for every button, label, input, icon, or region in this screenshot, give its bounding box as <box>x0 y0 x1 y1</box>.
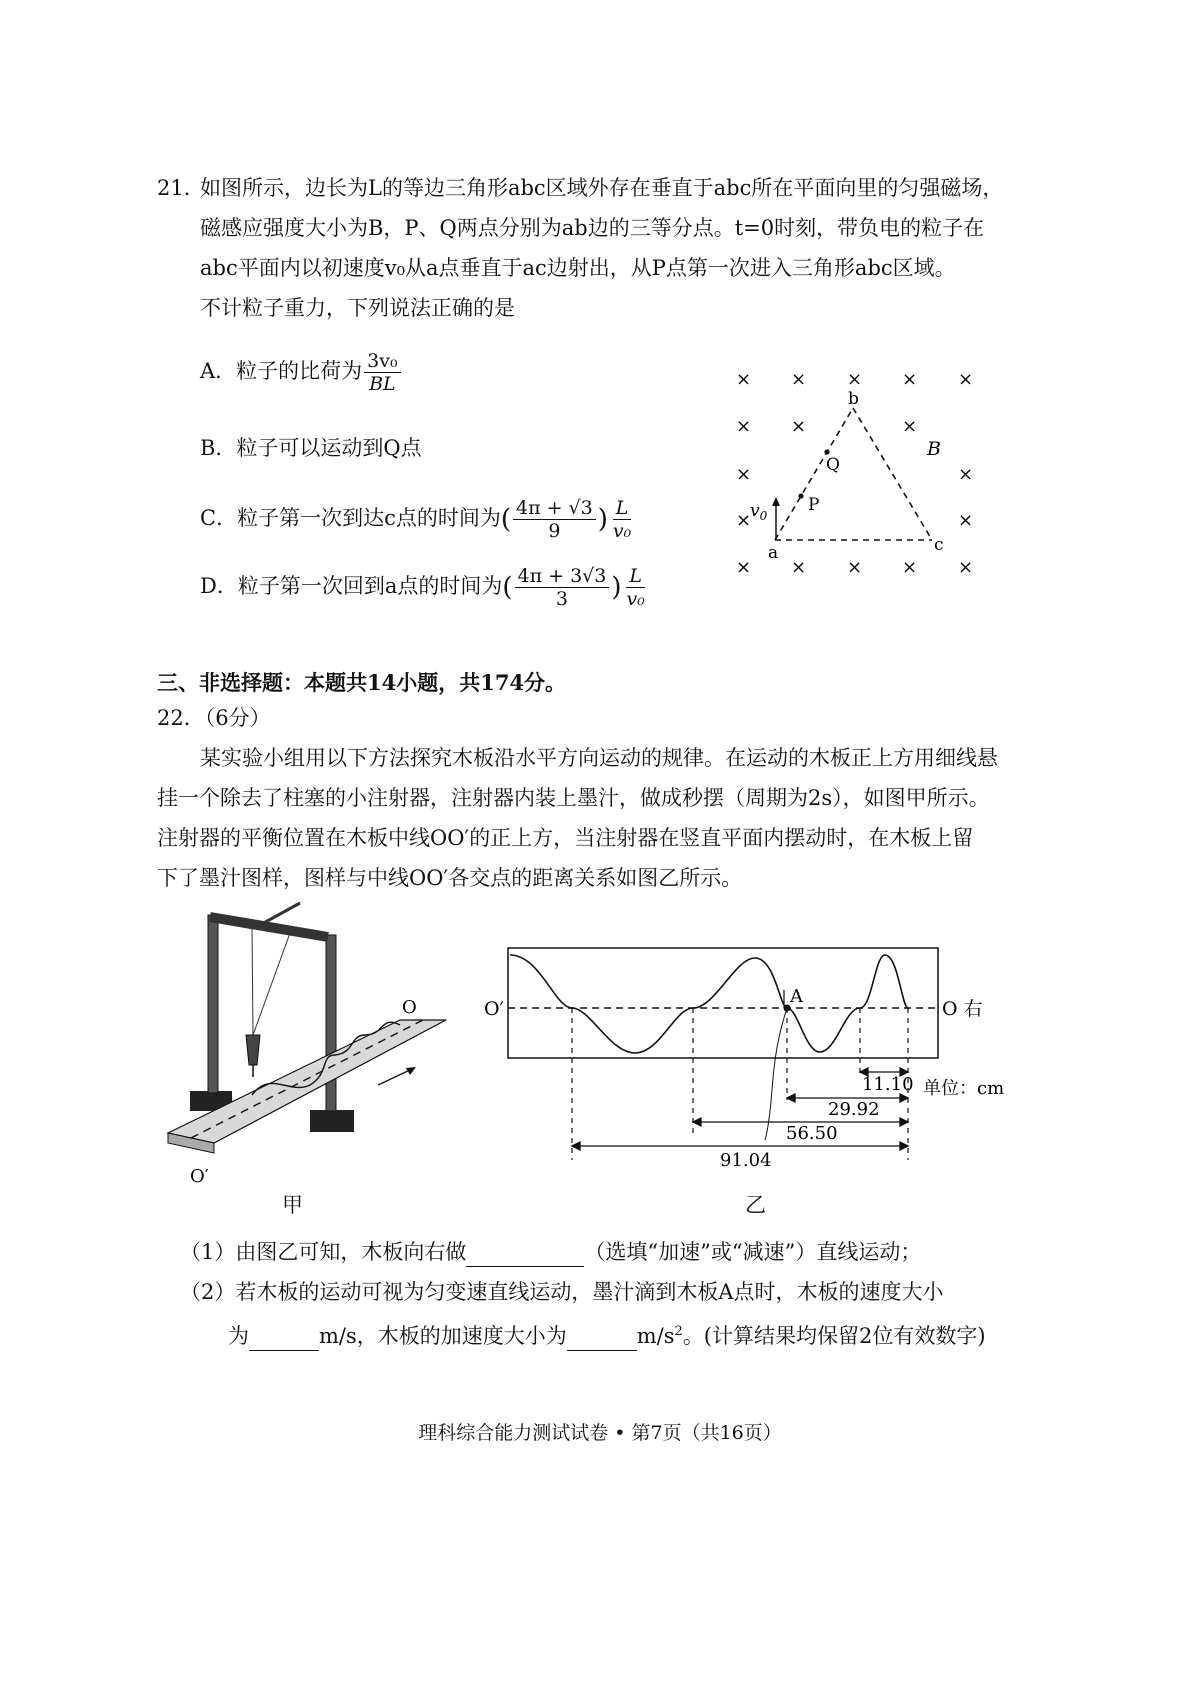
q21-number: 21． <box>157 176 205 200</box>
section-3-title: 三、非选择题：本题共14小题，共174分。 <box>157 670 567 695</box>
sub2-suffix: 。(计算结果均保留2位有效数字) <box>682 1324 986 1348</box>
label-v0: $v_0$ <box>750 501 768 523</box>
option-d-outer-num: L <box>626 565 645 588</box>
label-p: P <box>808 495 820 515</box>
q22-sub2-line1: （2）若木板的运动可视为匀变速直线运动，墨汁滴到木板A点时，木板的速度大小 <box>180 1280 944 1304</box>
label-b-field: B <box>927 438 941 460</box>
sub2-prefix: 为 <box>228 1324 249 1348</box>
option-c-inner-den: 9 <box>548 520 561 542</box>
option-c-outer-num: L <box>613 497 632 520</box>
option-d-prefix: D．粒子第一次回到a点的时间为 <box>200 574 503 598</box>
sub2-sup: 2 <box>674 1324 683 1339</box>
answer-blank-1[interactable] <box>466 1242 584 1267</box>
sub1-suffix: （选填“加速”或“减速”）直线运动； <box>584 1240 922 1264</box>
option-d-outer-den: v₀ <box>626 588 645 610</box>
answer-blank-acceleration[interactable] <box>567 1326 637 1351</box>
annotation-stroke <box>765 1008 787 1140</box>
q22-paragraph-line4: 下了墨汁图样，图样与中线OO′各交点的距离关系如图乙所示。 <box>157 866 743 890</box>
field-cross: × <box>736 510 752 531</box>
field-cross: × <box>847 557 863 578</box>
option-c-prefix: C．粒子第一次到达c点的时间为 <box>200 506 501 530</box>
frame-post-right <box>326 935 336 1111</box>
velocity-arrowhead <box>772 497 780 506</box>
field-cross: × <box>791 369 807 390</box>
q22-paragraph-line2: 挂一个除去了柱塞的小注射器，注射器内装上墨汁，做成秒摆（周期为2s），如图甲所示。 <box>157 786 990 810</box>
label-b: b <box>848 389 859 409</box>
field-cross: × <box>902 369 918 390</box>
q21-option-c: C．粒子第一次到达c点的时间为( $\frac{4\pi + √3}{9}$ ) $\frac{L}{\text{v₀}}$ <box>200 497 636 542</box>
q21-line3: abc平面内以初速度v₀从a点垂直于ac边射出，从P点第一次进入三角形abc区域。 <box>200 256 956 280</box>
jia-label-o-prime: O′ <box>190 1166 209 1187</box>
sub1-prefix: （1）由图乙可知，木板向右做 <box>180 1240 467 1264</box>
answer-blank-velocity[interactable] <box>249 1326 319 1351</box>
label-a: a <box>768 543 779 563</box>
side-bc <box>853 408 932 540</box>
frame-post-left <box>208 915 218 1093</box>
figure-jia-apparatus <box>150 895 470 1225</box>
yi-label-o-right: O 右 <box>942 998 983 1020</box>
field-cross: × <box>902 416 918 437</box>
sub2-unit2: m/s <box>636 1324 675 1348</box>
q22-sub2-line2 <box>228 1317 986 1351</box>
q21-line4: 不计粒子重力，下列说法正确的是 <box>200 296 515 320</box>
q22-sub1 <box>180 1237 921 1267</box>
field-cross: × <box>958 557 974 578</box>
option-d-inner-den: 3 <box>555 588 568 610</box>
field-cross: × <box>736 557 752 578</box>
option-a-den: BL <box>369 373 396 395</box>
field-cross: × <box>736 464 752 485</box>
field-cross: × <box>736 416 752 437</box>
dim-label-5650: 56.50 <box>786 1123 838 1144</box>
point-p <box>798 493 803 498</box>
field-cross: × <box>958 464 974 485</box>
figure-yi-ink-pattern <box>480 940 1040 1185</box>
side-ab <box>775 408 853 540</box>
dim-label-2992: 29.92 <box>828 1099 880 1120</box>
yi-label-o-prime: O′ <box>484 998 504 1020</box>
dim-arrow-5650-right <box>900 1118 908 1126</box>
dim-arrow-5650-left <box>693 1118 701 1126</box>
dim-arrow-2992-left <box>787 1094 795 1102</box>
q21-option-b: B．粒子可以运动到Q点 <box>200 436 422 460</box>
q22-header: 22．（6分） <box>157 706 271 730</box>
q21-line1: 如图所示，边长为L的等边三角形abc区域外存在垂直于abc所在平面向里的匀强磁场， <box>200 176 1004 200</box>
field-cross: × <box>736 369 752 390</box>
field-cross: × <box>847 369 863 390</box>
option-c-inner-num: 4π + √3 <box>513 497 596 520</box>
jia-label-o: O <box>402 997 417 1018</box>
option-d-inner-num: 4π + 3√3 <box>515 565 610 588</box>
option-a-fraction <box>364 350 400 395</box>
label-q: Q <box>826 455 840 475</box>
option-a-num: 3v₀ <box>364 350 400 373</box>
dim-arrow-9104-right <box>900 1142 908 1150</box>
field-cross: × <box>902 557 918 578</box>
q21-triangle-figure <box>720 360 990 590</box>
field-cross: × <box>958 510 974 531</box>
field-cross: × <box>791 416 807 437</box>
q21-option-d: D．粒子第一次回到a点的时间为( $\frac{4\pi + 3√3}{3}$ ) $\frac{L}{\text{v₀}}$ <box>200 565 650 610</box>
point-q <box>824 449 829 454</box>
frame-base-right <box>310 1110 354 1132</box>
frame-hook <box>260 903 300 925</box>
figure-jia-caption: 甲 <box>282 1193 303 1217</box>
q21-option-a <box>200 350 403 395</box>
unit-label: 单位：cm <box>923 1078 1005 1099</box>
figure-yi-caption: 乙 <box>745 1193 766 1217</box>
page-footer: 理科综合能力测试试卷 • 第7页（共16页） <box>418 1422 782 1444</box>
option-a-prefix: A．粒子的比荷为 <box>200 359 363 383</box>
option-c-outer-den: v₀ <box>612 520 632 542</box>
label-c: c <box>934 535 944 555</box>
dim-arrow-2992-right <box>900 1094 908 1102</box>
dim-label-1110: 11.10 <box>862 1074 914 1095</box>
yi-label-a: A <box>790 986 803 1007</box>
q22-paragraph-line1: 某实验小组用以下方法探究木板沿水平方向运动的规律。在运动的木板正上方用细线悬 <box>200 746 998 770</box>
field-cross: × <box>791 557 807 578</box>
string-right <box>253 933 290 1035</box>
dim-arrow-9104-left <box>572 1142 580 1150</box>
q21-line2: 磁感应强度大小为B，P、Q两点分别为ab边的三等分点。t=0时刻，带负电的粒子在 <box>200 216 985 240</box>
motion-arrow <box>378 1069 412 1085</box>
sub2-unit1: m/s，木板的加速度大小为 <box>319 1324 567 1348</box>
syringe <box>246 1035 260 1065</box>
dim-label-9104: 91.04 <box>720 1150 772 1171</box>
field-cross: × <box>958 369 974 390</box>
q22-paragraph-line3: 注射器的平衡位置在木板中线OO′的正上方，当注射器在竖直平面内摆动时，在木板上留 <box>157 826 974 850</box>
string-left <box>252 927 253 1035</box>
ink-wave <box>510 955 908 1053</box>
